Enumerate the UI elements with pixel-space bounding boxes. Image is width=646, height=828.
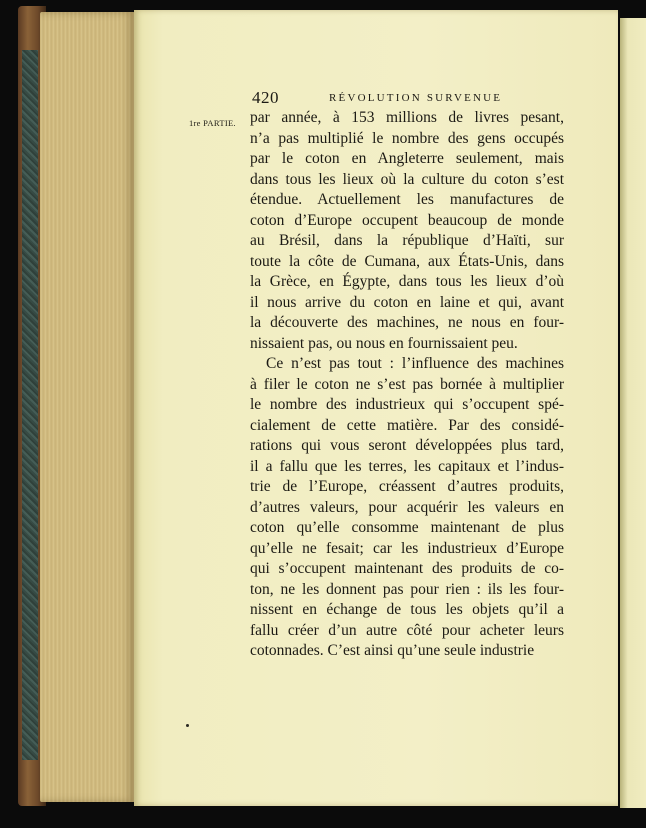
text-line: trie de l’Europe, créassent d’autres produits,	[250, 478, 564, 495]
text-line: Ce n’est pas tout : l’influence des machines	[266, 355, 564, 372]
text-line: toute la côte de Cumana, aux États-Unis, dans	[250, 252, 564, 270]
text-line: étendue. Actuellement les manufactures de	[250, 191, 564, 208]
running-head	[252, 88, 564, 108]
running-head-title: RÉVOLUTION SURVENUE	[329, 92, 503, 104]
text-line: la Grèce, en Égypte, dans tous les lieux d’où	[250, 273, 564, 290]
text-line: nissaient pas, ou nous en fournissaient peu.	[250, 334, 518, 352]
text-line: fallu créer d’un autre côté pour acheter leurs	[250, 621, 564, 639]
page-edges	[40, 12, 135, 802]
text-line: par le coton en Angleterre seulement, mais	[250, 150, 564, 167]
text-line: ton, ne les donnent pas pour rien : ils les four-	[250, 580, 564, 598]
text-line: rations qui vous seront développées plus tard,	[250, 437, 564, 454]
text-line: d’autres valeurs, pour acquérir les valeurs en	[250, 498, 564, 516]
right-page-edge	[620, 18, 646, 808]
text-line: le nombre des industrieux qui s’occupent spé-	[250, 396, 564, 413]
text-line: il a fallu que les terres, les capitaux et l’indus-	[250, 457, 564, 475]
text-line: coton d’Europe occupent beaucoup de monde	[250, 211, 564, 229]
text-line: dans tous les lieux où la culture du coton s’est	[250, 170, 564, 188]
ink-speck	[186, 724, 189, 727]
text-line: qu’elle ne fesait; car les industrieux d’Europe	[250, 539, 564, 557]
text-line: par année, à 153 millions de livres pesant,	[250, 109, 564, 126]
text-line: à filer le coton ne s’est pas bornée à multiplier	[250, 375, 564, 393]
text-line: cotonnades. C’est ainsi qu’une seule industrie	[250, 642, 535, 659]
text-line: il nous arrive du coton en laine et qui, avant	[250, 293, 564, 311]
text-line: cialement de cette matière. Par des considé-	[250, 416, 564, 434]
body-text	[250, 108, 564, 662]
text-line: coton qu’elle consomme maintenant de plus	[250, 519, 564, 536]
text-line: qui s’occupent maintenant des produits de co-	[250, 560, 564, 577]
margin-note: 1re PARTIE.	[189, 118, 236, 128]
text-line: au Brésil, dans la république d’Haïti, sur	[250, 232, 564, 249]
page-number: 420	[252, 88, 279, 107]
text-line: la découverte des machines, ne nous en four-	[250, 314, 564, 331]
text-line: n’a pas multiplié le nombre des gens occupés	[250, 129, 564, 147]
text-line: nissent en échange de tous les objets qu’il a	[250, 601, 564, 618]
cover-marbling	[22, 50, 38, 760]
